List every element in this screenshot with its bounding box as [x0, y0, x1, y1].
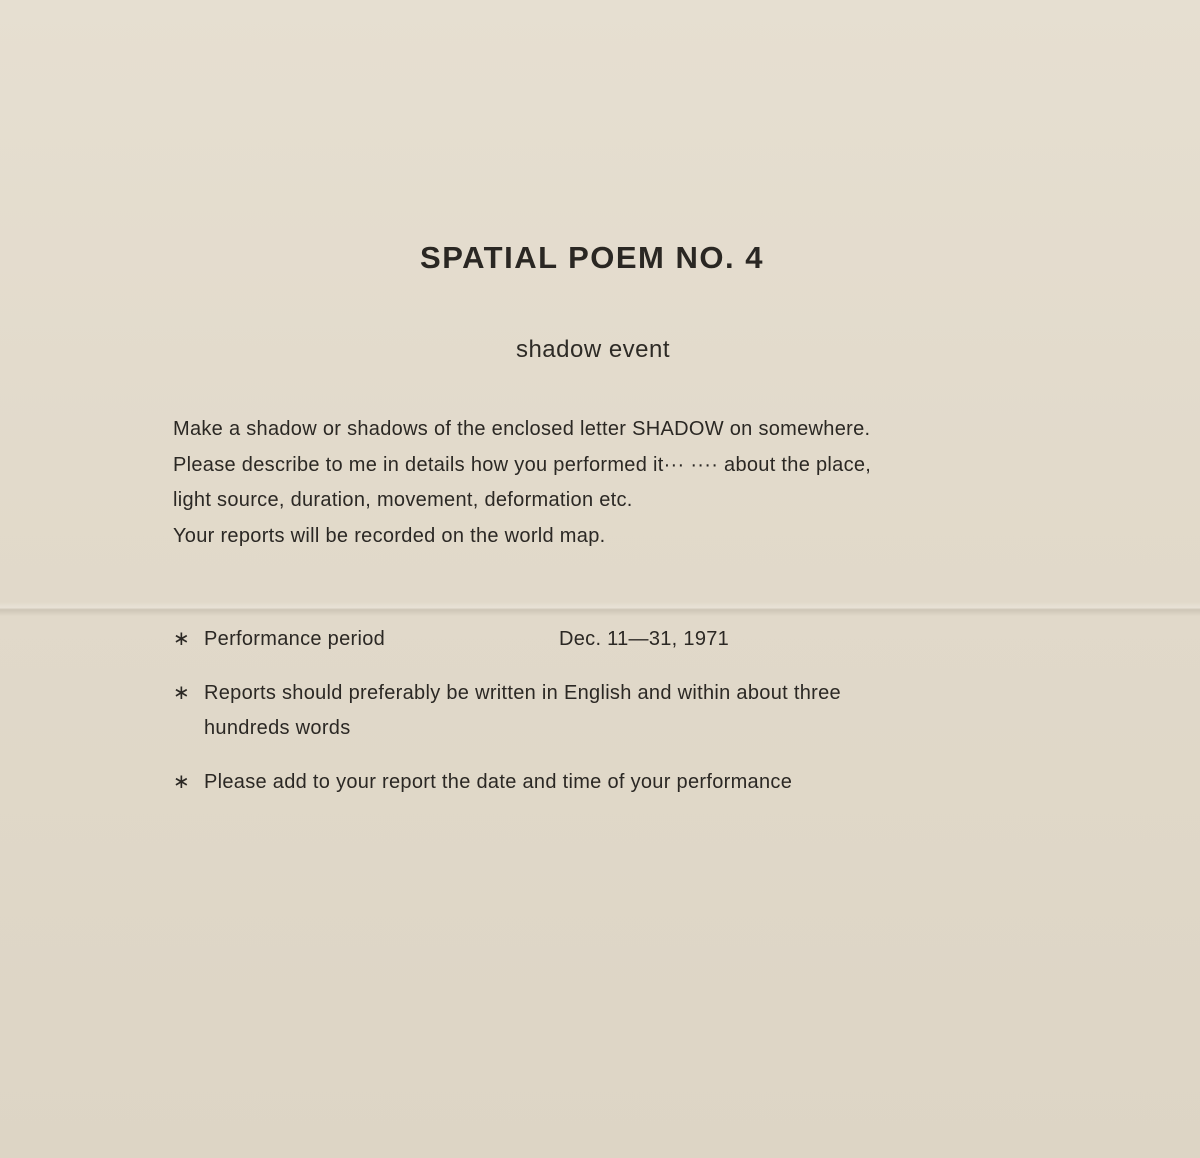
- instructions-paragraph: [173, 412, 1033, 554]
- notes-list: [173, 622, 1033, 800]
- asterisk-icon: ∗: [173, 681, 191, 704]
- document-subtitle: shadow event: [515, 336, 671, 363]
- instruction-line: Make a shadow or shadows of the enclosed letter SHADOW on somewhere.: [173, 418, 871, 440]
- instruction-line: Please describe to me in details how you performed it··· ···· about the place,: [173, 453, 872, 476]
- note-reports: [173, 676, 1033, 747]
- reports-text-line-2: hundreds words: [204, 717, 351, 739]
- document-title: SPATIAL POEM NO. 4: [420, 240, 764, 275]
- performance-period-value: Dec. 11—31, 1971: [559, 628, 730, 650]
- reports-text-line-1: Reports should preferably be written in English and within about three: [204, 681, 841, 704]
- instruction-line: light source, duration, movement, deformation etc.: [173, 489, 633, 511]
- paper-fold-line: [0, 602, 1200, 616]
- add-date-time-text: Please add to your report the date and time of your performance: [204, 770, 793, 793]
- note-performance-period: [173, 622, 1033, 658]
- asterisk-icon: ∗: [173, 770, 191, 793]
- instruction-line: Your reports will be recorded on the world map.: [173, 524, 606, 547]
- performance-period-label: Performance period: [204, 628, 386, 650]
- asterisk-icon: ∗: [173, 628, 191, 650]
- note-add-date-time: [173, 765, 1033, 801]
